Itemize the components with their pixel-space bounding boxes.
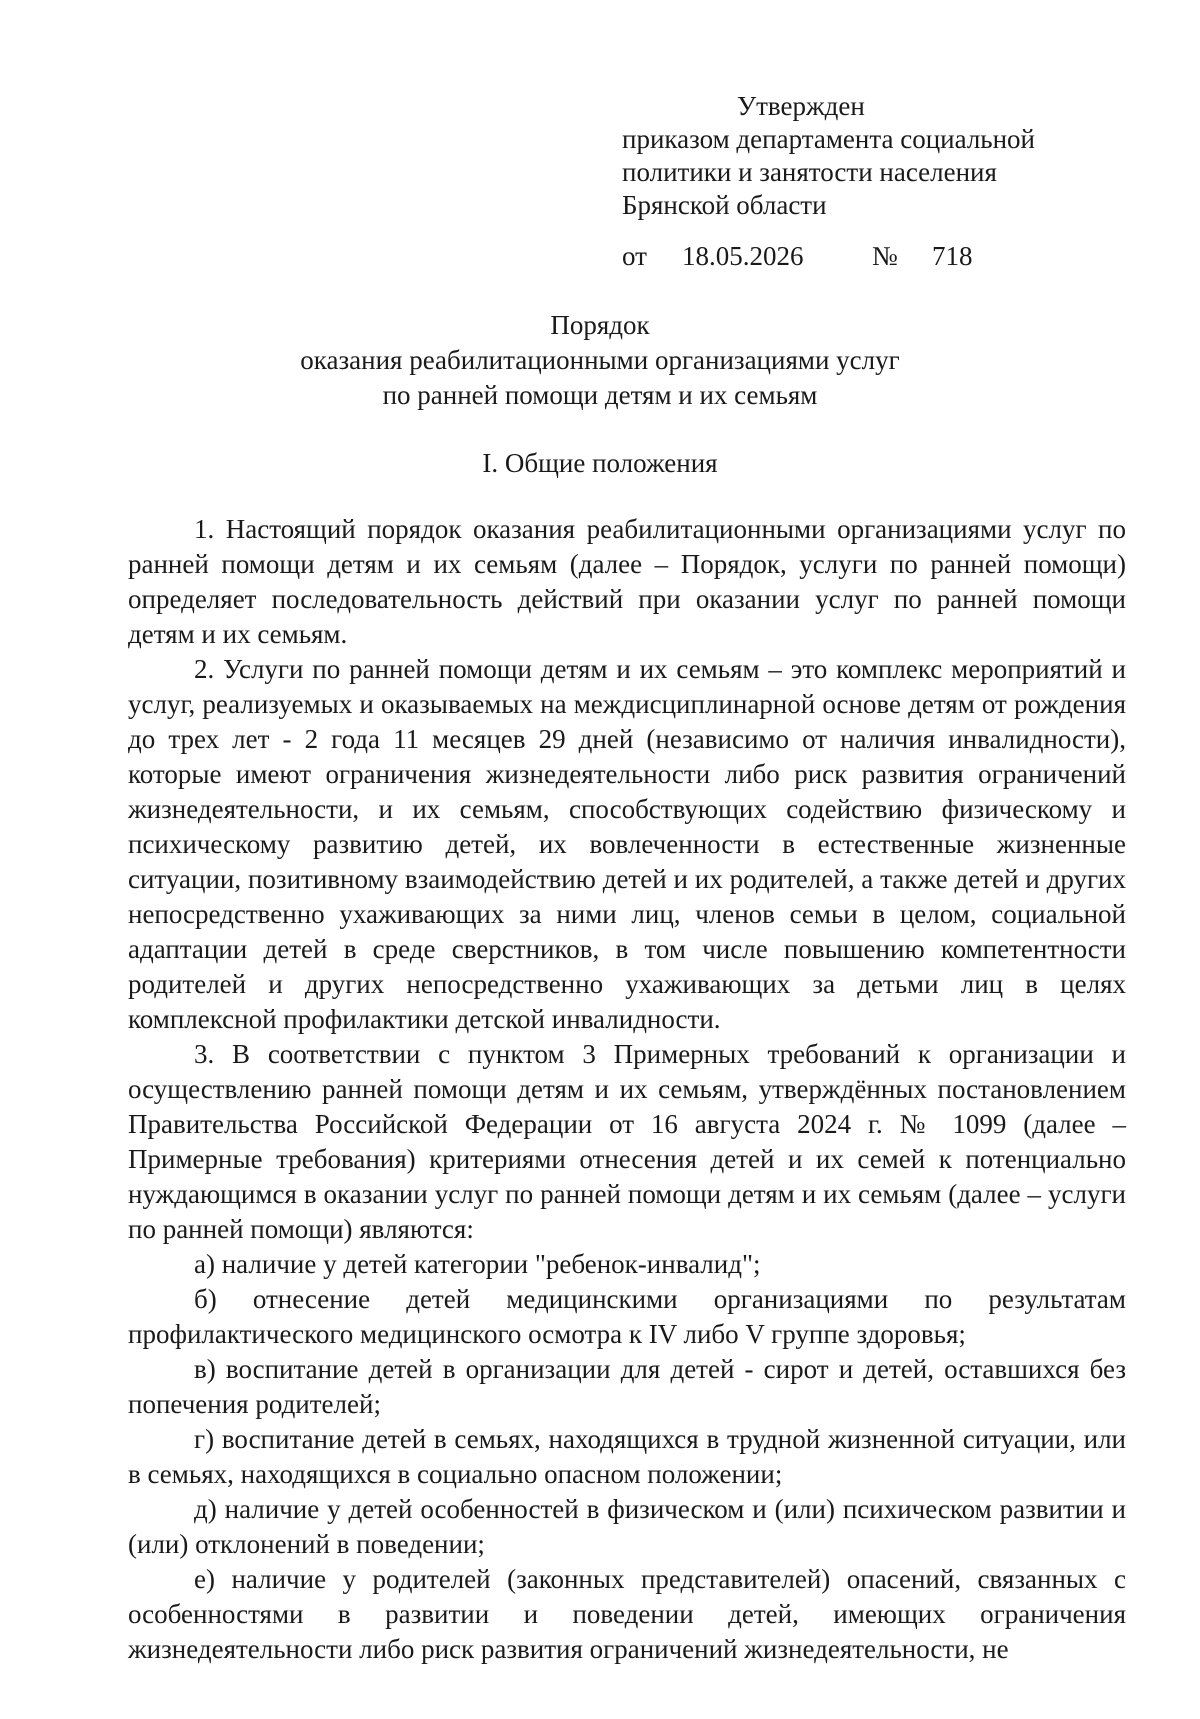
document-title-line-1: Порядок	[550, 310, 650, 340]
document-title	[200, 308, 1000, 413]
paragraph-3: 3. В соответствии с пунктом 3 Примерных требований к организации и осуществлению ранней помощи детям и их семьям, утверждённых постановлением Правительства Российской Федерации от 16 августа 2024 г. № 1099 (далее – Примерные требования) критериями отнесения детей и их семей к потенциально нуждающимся в оказании услуг по ранней помощи детям и их семьям (далее – услуги по ранней помощи) являются:	[128, 1039, 1126, 1244]
approval-line-3: Брянской области	[622, 190, 827, 220]
approval-from-label: от	[622, 241, 647, 271]
paragraph-1: 1. Настоящий порядок оказания реабилитационными организациями услуг по ранней помощи детям и их семьям (далее – Порядок, услуги по ранней помощи) определяет последовательность действий при оказании услуг по ранней помощи детям и их семьям.	[128, 514, 1126, 649]
approval-number-label: №	[872, 241, 898, 271]
approval-line-1: приказом департамента социальной	[622, 124, 1036, 154]
criteria-item-d: д) наличие у детей особенностей в физическом и (или) психическом развитии и (или) отклонений в поведении;	[128, 1494, 1126, 1559]
criteria-item-b: б) отнесение детей медицинскими организациями по результатам профилактического медицинского осмотра к IV либо V группе здоровья;	[128, 1284, 1126, 1349]
approval-line-2: политики и занятости населения	[622, 157, 997, 187]
document-title-line-2: оказания реабилитационными организациями услуг	[300, 345, 900, 375]
approval-stamp	[622, 90, 1142, 273]
criteria-item-a: а) наличие у детей категории "ребенок-инвалид";	[194, 1249, 761, 1279]
paragraph-2: 2. Услуги по ранней помощи детям и их семьям – это комплекс мероприятий и услуг, реализуемых и оказываемых на междисциплинарной основе детям от рождения до трех лет - 2 года 11 месяцев 29 дней (независимо от наличия инвалидности), которые имеют ограничения жизнедеятельности либо риск развития ограничений жизнедеятельности, и их семьям, способствующих содействию физическому и психическому развитию детей, их вовлеченности в естественные жизненные ситуации, позитивному взаимодействию детей и их родителей, а также детей и других непосредственно ухаживающих за ними лиц, членов семьи в целом, социальной адаптации детей в среде сверстников, в том числе повышению компетентности родителей и других непосредственно ухаживающих за детьми лиц в целях комплексной профилактики детской инвалидности.	[128, 654, 1126, 1034]
criteria-item-v: в) воспитание детей в организации для детей - сирот и детей, оставшихся без попечения родителей;	[128, 1354, 1126, 1419]
criteria-item-e: е) наличие у родителей (законных представителей) опасений, связанных с особенностями в развитии и поведении детей, имеющих ограничения жизнедеятельности либо риск развития ограничений жизнедеятельности, не	[128, 1564, 1126, 1664]
section-title: I. Общие положения	[482, 448, 718, 478]
approval-date-line	[622, 240, 1142, 273]
approval-title: Утвержден	[737, 91, 865, 121]
approval-number: 718	[932, 241, 973, 271]
criteria-item-g: г) воспитание детей в семьях, находящихся в трудной жизненной ситуации, или в семьях, находящихся в социально опасном положении;	[128, 1424, 1126, 1489]
approval-date: 18.05.2026	[682, 241, 804, 271]
document-body	[128, 512, 1126, 1667]
document-title-line-3: по ранней помощи детям и их семьям	[382, 380, 818, 410]
